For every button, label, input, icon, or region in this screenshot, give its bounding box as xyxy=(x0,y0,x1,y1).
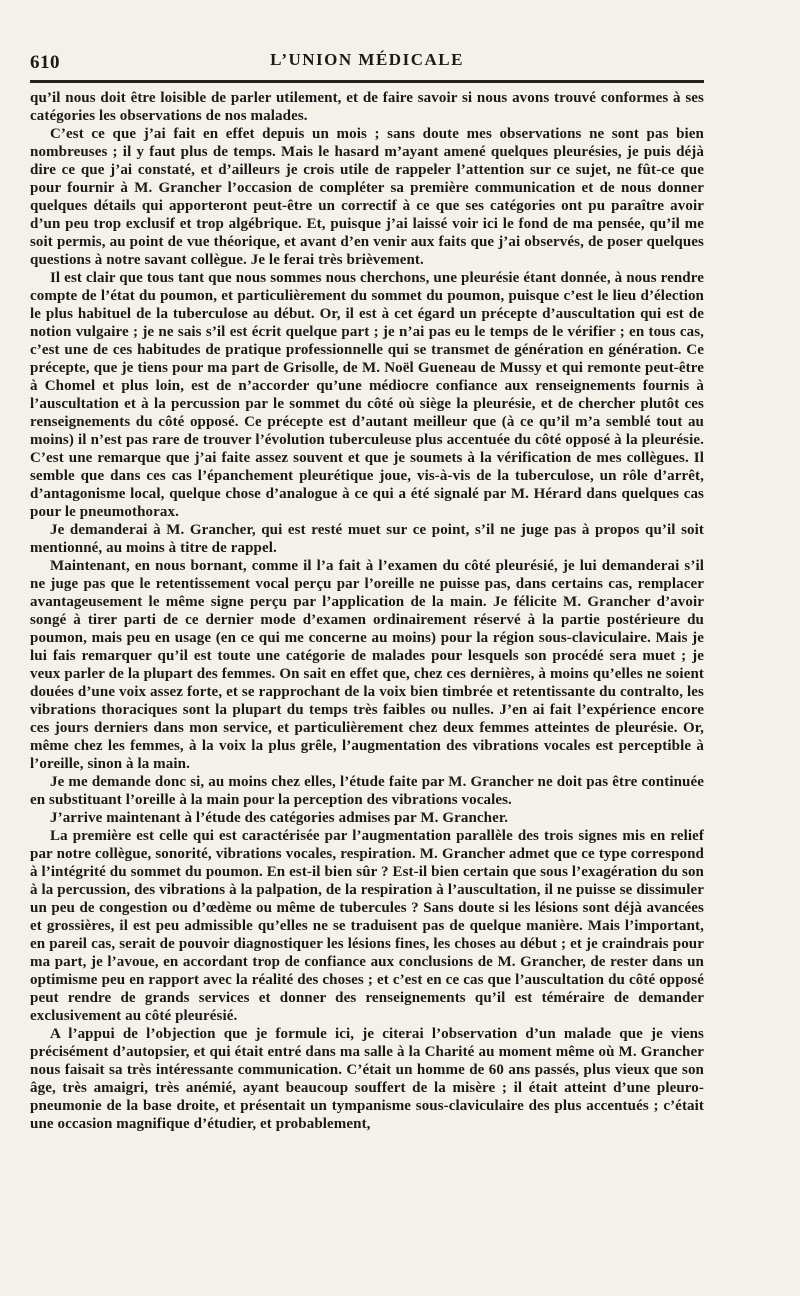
paragraph: C’est ce que j’ai fait en effet depuis un mois ; sans doute mes observations ne sont pas bien nombreuses ; il y faut plus de temps. Mais le hasard m’ayant amené quelques pleurésies, je puis déjà dire ce que j’ai constaté, et d’ailleurs je crois utile de rappeler l’attention sur ce sujet, ne fût-ce que pour fournir à M. Grancher l’occasion de compléter sa première communication et de nous donner quelques détails qui apporteront peut-être un correctif à ce que ses catégories ont pu paraître avoir d’un peu trop exclusif et trop algébrique. Et, puisque j’ai laissé voir ici le fond de ma pensée, qu’il me soit permis, au point de vue théorique, et avant d’en venir aux faits que j’ai observés, de poser quelques questions à notre savant collègue. Je le ferai très brièvement. xyxy=(30,126,704,268)
paragraph: A l’appui de l’objection que je formule ici, je citerai l’observation d’un malade que je viens précisément d’autopsier, et qui était entré dans ma salle à la Charité au moment même où M. Grancher nous faisait sa très intéressante communication. C’était un homme de 60 ans passés, plus vieux que son âge, très amaigri, très anémié, ayant beaucoup souffert de la misère ; il était atteint d’une pleuro-pneumonie de la base droite, et présentait un tympanisme sous-claviculaire des plus accentués ; c’était une occasion magnifique d’étudier, et probablement, xyxy=(30,1026,704,1132)
paragraph: La première est celle qui est caractérisée par l’augmentation parallèle des trois signes mis en relief par notre collègue, sonorité, vibrations vocales, respiration. M. Grancher admet que ce type correspond à l’intégrité du sommet du poumon. En est-il bien sûr ? Est-il bien certain que sous l’exagération du son à la percussion, des vibrations à la palpation, de la respiration à l’auscultation, il ne puisse se dissimuler un peu de congestion ou d’œdème ou même de tubercules ? Sans doute si les lésions sont déjà avancées et grossières, il est peu admissible qu’elles ne se traduisent pas de quelque manière. Mais l’important, en pareil cas, serait de pouvoir diagnostiquer les lésions fines, les choses au début ; et je craindrais pour ma part, je l’avoue, en accordant trop de confiance aux conclusions de M. Grancher, de rester dans un optimisme peu en rapport avec la réalité des choses ; et c’est en ce cas que l’auscultation du côté opposé peut rendre de grands services et donner des renseignements qu’il est téméraire de demander exclusivement au côté pleurésié. xyxy=(30,828,704,1024)
page-number: 610 xyxy=(30,52,60,73)
article-body xyxy=(30,89,704,1133)
running-title: L’UNION MÉDICALE xyxy=(270,50,464,69)
paragraph: Il est clair que tous tant que nous sommes nous cherchons, une pleurésie étant donnée, à nous rendre compte de l’état du poumon, et particulièrement du sommet du poumon, puisque c’est le lieu d’élection le plus habituel de la tuberculose au début. Or, il est à cet égard un précepte d’auscultation qui est de notion vulgaire ; je ne sais s’il est écrit quelque part ; je n’ai pas eu le temps de le vérifier ; en tous cas, c’est une de ces habitudes de pratique professionnelle qui se transmet de génération en génération. Ce précepte, que je tiens pour ma part de Grisolle, de M. Noël Gueneau de Mussy et qui remonte peut-être à Chomel et plus loin, est de n’accorder qu’une médiocre confiance aux renseignements fournis à l’auscultation et à la percussion par le sommet du côté où siège la pleurésie, et de chercher plutôt ces renseignements du côté opposé. Ce précepte est d’autant meilleur que (à ce qu’il m’a semblé tout au moins) il n’est pas rare de trouver l’évolution tuberculeuse plus accentuée du côté opposé à la pleurésie. C’est une remarque que j’ai faite assez souvent et que je soumets à la vérification de mes collègues. Il semble que dans ces cas l’épanchement pleurétique joue, vis-à-vis de la tuberculose, un rôle d’arrêt, d’antagonisme local, quelque chose d’analogue à ce qui a été signalé par M. Hérard dans quelques cas pour le pneumothorax. xyxy=(30,270,704,520)
paragraph: qu’il nous doit être loisible de parler utilement, et de faire savoir si nous avons trouvé conformes à ses catégories les observations de nos malades. xyxy=(30,90,704,124)
paragraph: J’arrive maintenant à l’étude des catégories admises par M. Grancher. xyxy=(50,810,509,826)
page-header xyxy=(30,46,704,76)
header-rule xyxy=(30,80,704,83)
paragraph: Maintenant, en nous bornant, comme il l’a fait à l’examen du côté pleurésié, je lui demanderai s’il ne juge pas que le retentissement vocal perçu par l’oreille ne puisse pas, dans certains cas, remplacer avantageusement le même signe perçu par l’application de la main. Je félicite M. Grancher d’avoir songé à tirer parti de ce dernier mode d’examen ordinairement réservé à la partie postérieure du poumon, mais peu en usage (en ce qui me concerne au moins) pour la région sous-claviculaire. Mais je lui fais remarquer qu’il est toute une catégorie de malades pour lesquels son procédé sera muet ; je veux parler de la plupart des femmes. On sait en effet que, chez ces dernières, à moins qu’elles ne soient douées d’une voix assez forte, et se rapprochant de la voix bien timbrée et retentissante du contralto, les vibrations thoraciques sont la plupart du temps très faibles ou nulles. J’en ai fait l’expérience encore ces jours derniers dans mon service, et particulièrement chez deux femmes atteintes de pleurésie. Or, même chez les femmes, à la voix la plus grêle, l’augmentation des vibrations vocales est perceptible à l’oreille, sinon à la main. xyxy=(30,558,704,772)
paragraph: Je me demande donc si, au moins chez elles, l’étude faite par M. Grancher ne doit pas être continuée en substituant l’oreille à la main pour la perception des vibrations vocales. xyxy=(30,774,704,808)
paragraph: Je demanderai à M. Grancher, qui est resté muet sur ce point, s’il ne juge pas à propos qu’il soit mentionné, au moins à titre de rappel. xyxy=(30,522,704,556)
